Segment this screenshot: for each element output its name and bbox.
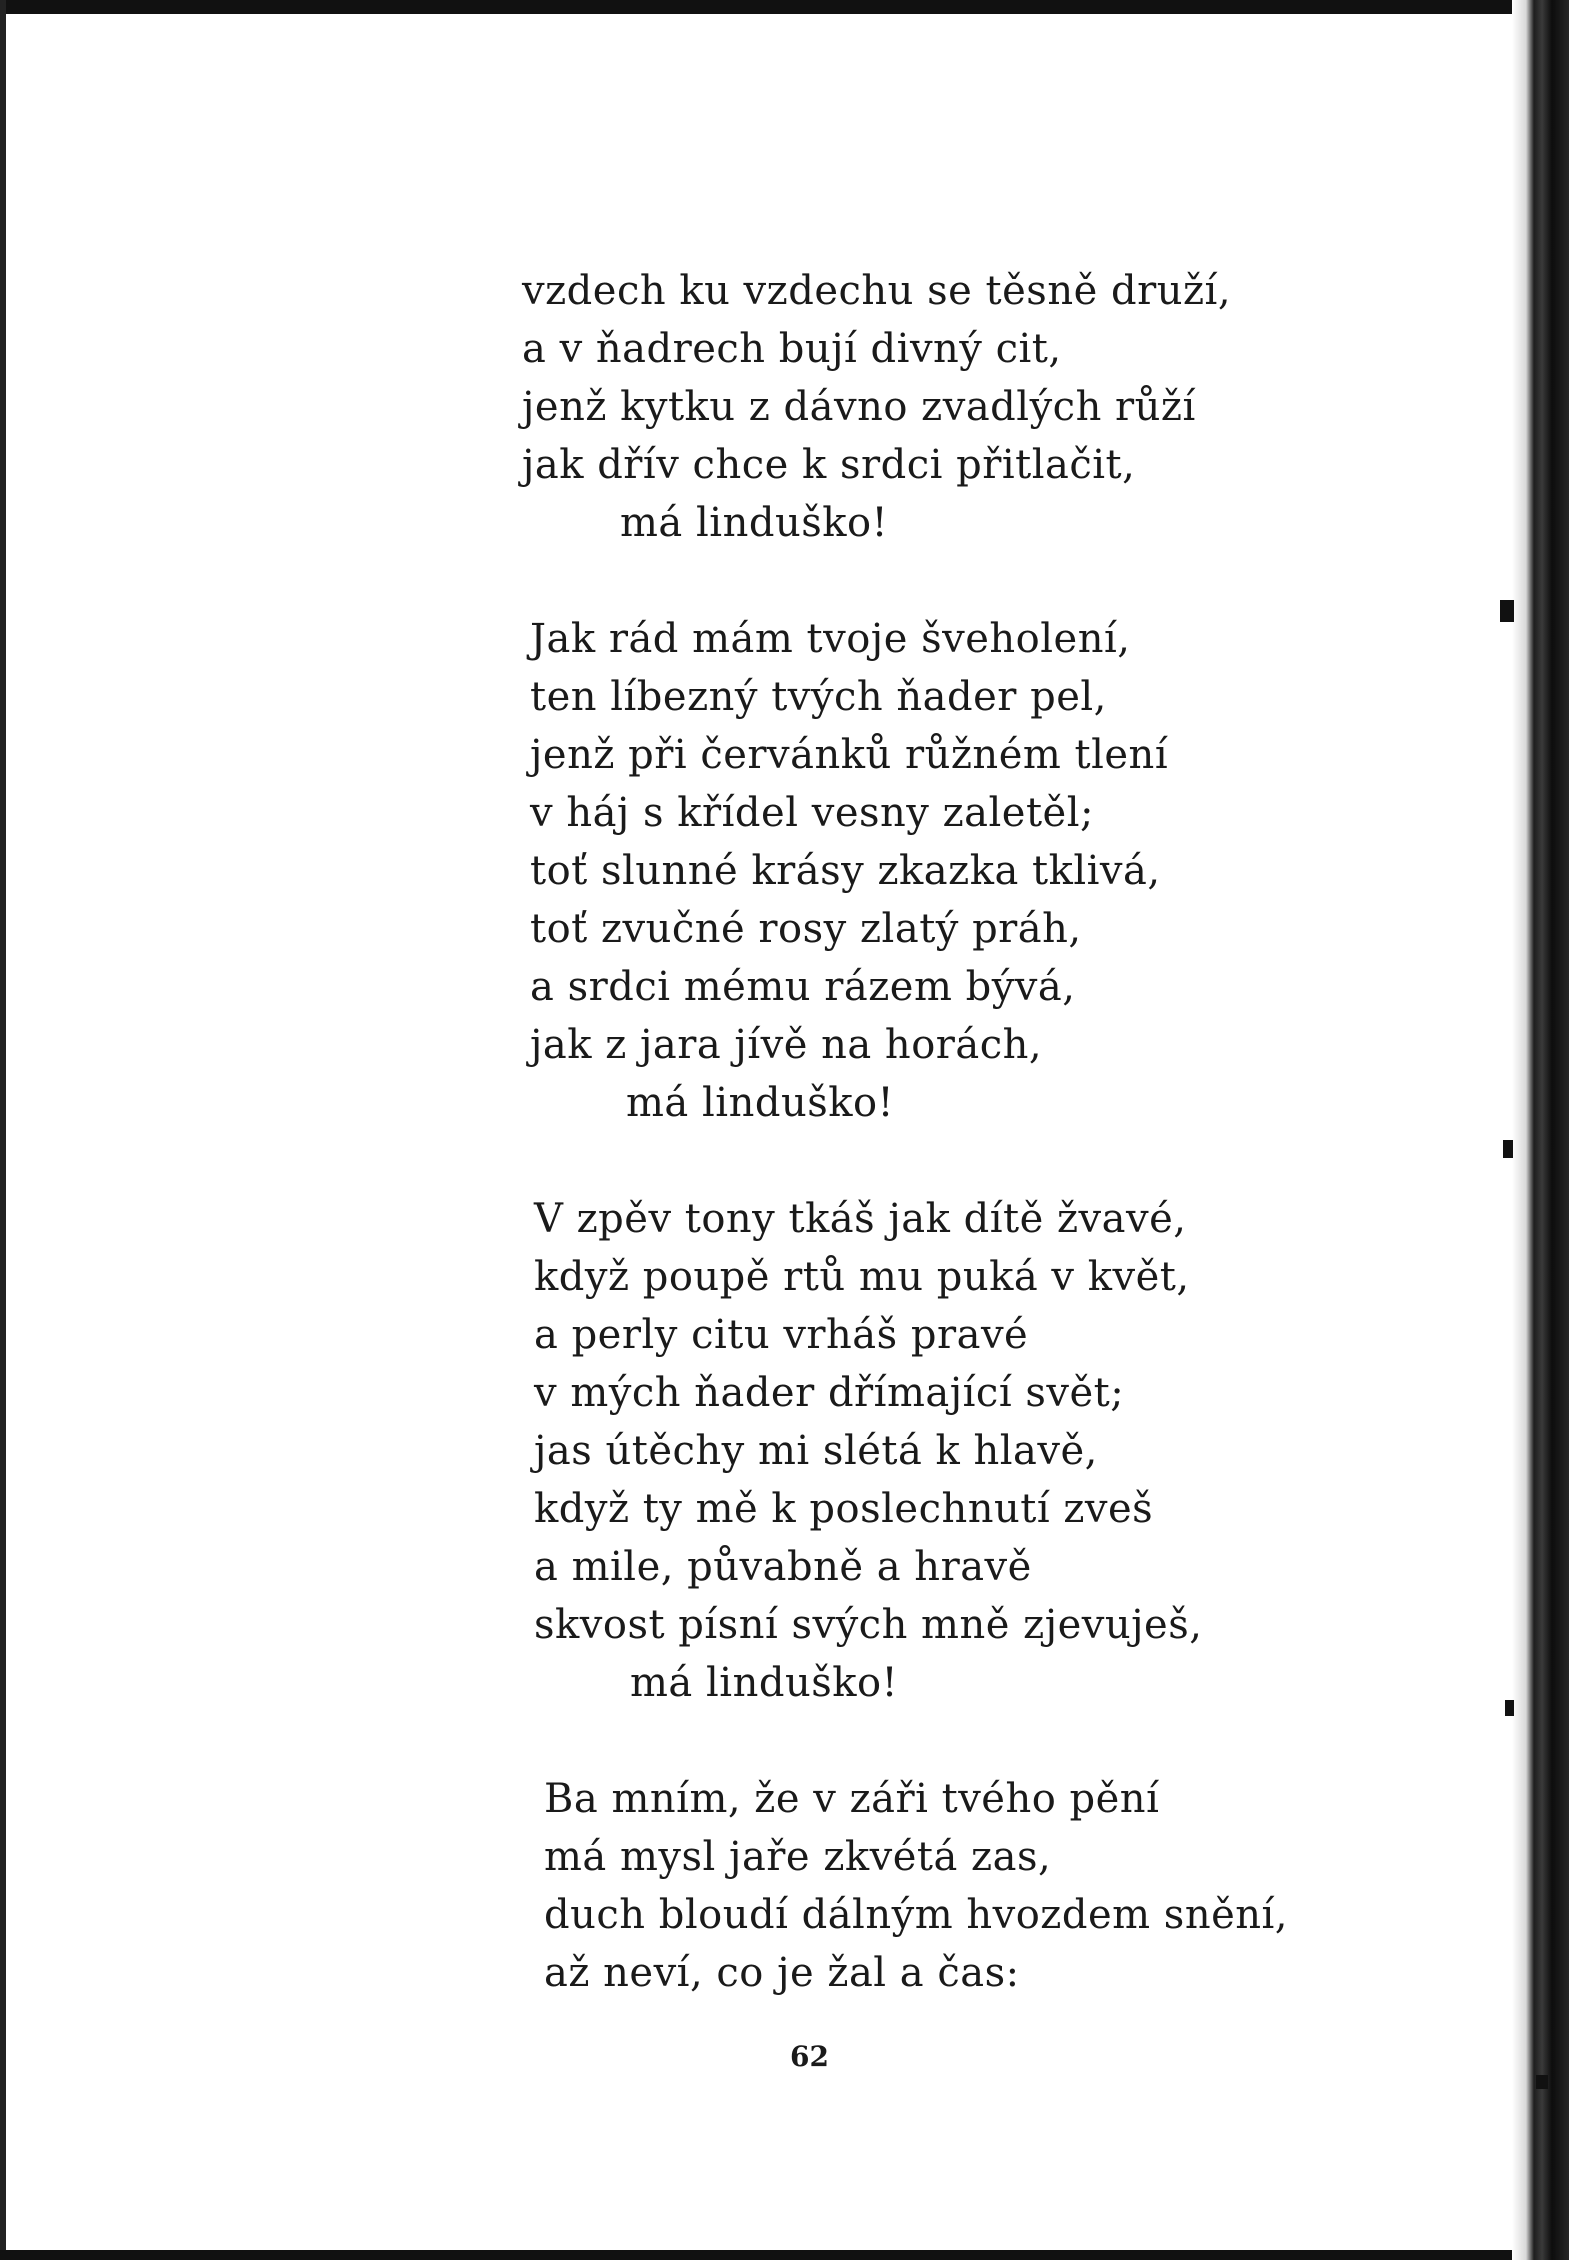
poem-line: jas útěchy mi slétá k hlavě, bbox=[534, 1428, 1098, 1474]
poem-line: když ty mě k poslechnutí zveš bbox=[534, 1486, 1154, 1532]
poem-line: v mých ňader dřímající svět; bbox=[534, 1370, 1125, 1416]
book-spine-edge bbox=[1512, 0, 1569, 2260]
poem-line: v háj s křídel vesny zaletěl; bbox=[530, 790, 1094, 836]
stanza-2 bbox=[530, 610, 1342, 1132]
stanza-4 bbox=[544, 1770, 1342, 2002]
poem-line: a srdci mému rázem bývá, bbox=[530, 964, 1076, 1010]
poem-line: když poupě rtů mu puká v květ, bbox=[534, 1254, 1190, 1300]
poem-refrain: má linduško! bbox=[620, 500, 889, 546]
edge-mark bbox=[1500, 600, 1514, 622]
poem-line: V zpěv tony tkáš jak dítě žvavé, bbox=[534, 1196, 1187, 1242]
poem-line: Jak rád mám tvoje šveholení, bbox=[530, 616, 1131, 662]
poem-line: skvost písní svých mně zjevuješ, bbox=[534, 1602, 1203, 1648]
poem-line: až neví, co je žal a čas: bbox=[544, 1950, 1020, 1996]
poem-line: Ba mním, že v záři tvého pění bbox=[544, 1776, 1160, 1822]
poem-line: jak z jara jívě na horách, bbox=[530, 1022, 1043, 1068]
edge-mark bbox=[1536, 2075, 1548, 2089]
poem-line: má mysl jaře zkvétá zas, bbox=[544, 1834, 1052, 1880]
stanza-3 bbox=[534, 1190, 1342, 1712]
poem-line: jak dřív chce k srdci přitlačit, bbox=[522, 442, 1136, 488]
poem-line: a v ňadrech bují divný cit, bbox=[522, 326, 1062, 372]
poem-line: a perly citu vrháš pravé bbox=[534, 1312, 1029, 1358]
edge-mark bbox=[1505, 1700, 1514, 1716]
scan-border-left bbox=[0, 0, 6, 2260]
edge-mark bbox=[1503, 1140, 1513, 1158]
poem-line: a mile, půvabně a hravě bbox=[534, 1544, 1032, 1590]
poem-line: duch bloudí dálným hvozdem snění, bbox=[544, 1892, 1289, 1938]
scan-border-top bbox=[0, 0, 1569, 14]
poem-line: ten líbezný tvých ňader pel, bbox=[530, 674, 1107, 720]
scan-border-bottom bbox=[0, 2250, 1569, 2260]
poem-line: jenž při červánků růžném tlení bbox=[530, 732, 1169, 778]
poem-refrain: má linduško! bbox=[626, 1080, 895, 1126]
poem-line: vzdech ku vzdechu se těsně druží, bbox=[522, 268, 1232, 314]
poem-text bbox=[522, 262, 1342, 2060]
poem-line: toť slunné krásy zkazka tklivá, bbox=[530, 848, 1161, 894]
poem-refrain: má linduško! bbox=[630, 1660, 899, 1706]
page-number: 62 bbox=[790, 2040, 829, 2073]
poem-line: jenž kytku z dávno zvadlých růží bbox=[522, 384, 1196, 430]
stanza-1 bbox=[522, 262, 1342, 552]
poem-line: toť zvučné rosy zlatý práh, bbox=[530, 906, 1082, 952]
